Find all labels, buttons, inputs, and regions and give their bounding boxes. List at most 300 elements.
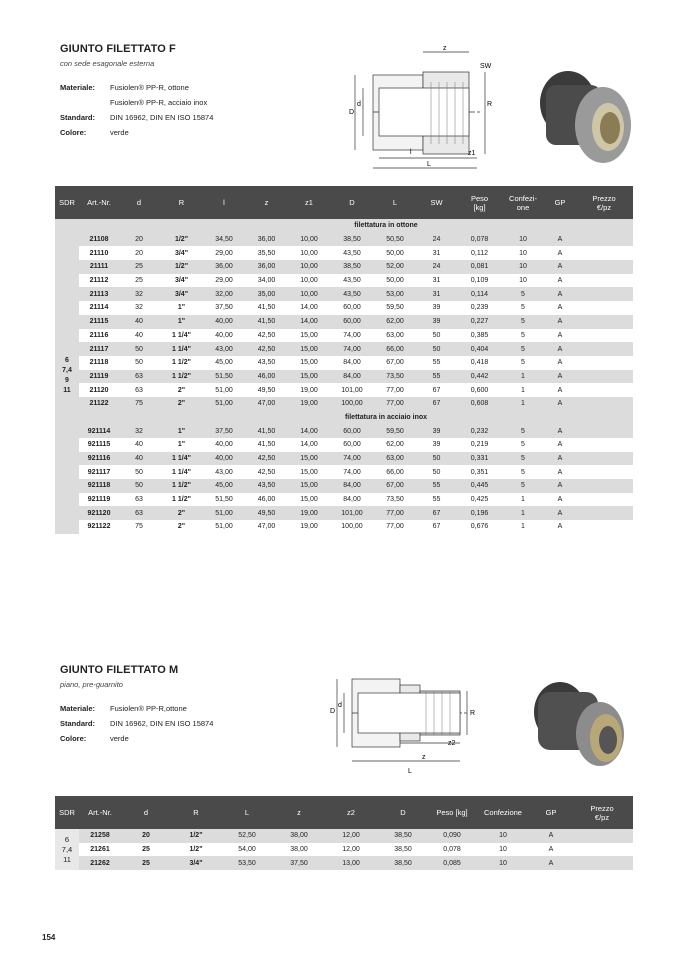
table-cell: 50,00	[386, 249, 404, 257]
table-cell: 21261	[90, 846, 110, 854]
table-cell: 63,00	[375, 452, 415, 466]
column-header: z2	[325, 796, 377, 829]
table-cell: 15,00	[289, 479, 329, 493]
table-cell: 29,00	[215, 277, 233, 285]
table-cell: 101,00	[341, 386, 363, 394]
table-cell: A	[545, 479, 575, 493]
table-cell: A	[545, 260, 575, 274]
column-header: SW	[415, 186, 458, 219]
price-cell	[575, 356, 633, 370]
table-cell: 0,600	[470, 386, 489, 394]
table-cell: 21111	[79, 260, 119, 274]
column-header: Confezione	[475, 796, 531, 829]
table-row	[55, 843, 633, 857]
table-cell: 10,00	[289, 260, 329, 274]
table-cell: 921122	[87, 523, 111, 531]
table-cell: 41,50	[257, 441, 276, 449]
table-cell: 54,00	[238, 846, 256, 854]
table-cell: 38,50	[329, 233, 375, 247]
table-cell: 921115	[87, 441, 111, 449]
table-cell: 63	[135, 386, 143, 394]
table-cell: A	[531, 829, 571, 843]
table-cell: A	[557, 441, 563, 449]
table-cell: 5	[501, 452, 545, 466]
table-cell: 32	[135, 304, 143, 312]
spec-label: Materiale:	[60, 704, 96, 713]
spec-label: Colore:	[60, 128, 87, 137]
table-cell: 21108	[79, 233, 119, 247]
table-cell: 55	[415, 479, 458, 493]
table-cell: 1/2"	[171, 829, 221, 843]
table-row	[55, 342, 633, 356]
price-cell	[575, 465, 633, 479]
table-cell: 38,50	[377, 829, 429, 843]
table-cell: A	[545, 424, 575, 438]
spec-value: DIN 16962, DIN EN ISO 15874	[110, 113, 214, 122]
table-cell: 31	[432, 277, 441, 285]
spec-label: Colore:	[60, 734, 87, 743]
table-cell: 43,50	[329, 287, 375, 301]
table-cell: 43,00	[215, 468, 233, 476]
table-cell: 51,00	[204, 397, 244, 411]
table-cell: 63	[119, 506, 159, 520]
table-cell: 41,50	[244, 315, 289, 329]
price-cell	[575, 438, 633, 452]
table-row	[55, 260, 633, 274]
table-cell: 59,50	[386, 304, 404, 312]
table-cell: 53,50	[221, 856, 273, 870]
table-row	[55, 479, 633, 493]
section2-title: GIUNTO FILETTATO M	[60, 664, 179, 676]
table-cell: 2"	[159, 506, 204, 520]
table-cell: 921117	[87, 468, 111, 476]
table-cell: 0,232	[458, 424, 501, 438]
table-cell: 67	[415, 506, 458, 520]
table-row	[55, 424, 633, 438]
column-header: R	[159, 186, 204, 219]
table-cell: A	[557, 386, 563, 394]
table-cell: 15,00	[300, 359, 318, 367]
table-cell: 2"	[177, 386, 186, 394]
table-cell: 0,385	[470, 331, 489, 339]
table-cell: 38,00	[273, 829, 325, 843]
table-cell: 0,078	[443, 846, 461, 854]
table-cell: 10	[519, 277, 527, 285]
table-cell: 62,00	[375, 315, 415, 329]
table-cell: 31	[432, 249, 441, 257]
group-header-row	[55, 411, 633, 425]
table-cell: 0,676	[470, 523, 489, 531]
table-cell: 37,50	[204, 424, 244, 438]
table-cell: 21115	[79, 315, 119, 329]
column-header: Art.-Nr.	[79, 796, 121, 829]
table-cell: 40	[119, 315, 159, 329]
table-cell: 1"	[177, 304, 186, 312]
table-cell: 10	[519, 249, 527, 257]
table-cell: 1 1/4"	[172, 331, 191, 339]
table-cell: A	[545, 452, 575, 466]
table-cell: 41,50	[244, 424, 289, 438]
table-cell: 43,50	[257, 359, 276, 367]
spec-row	[60, 701, 213, 716]
table-cell: 39	[432, 441, 441, 449]
table-cell: 43,00	[204, 342, 244, 356]
spec-value: Fusiolen® PP-R,ottone	[110, 704, 187, 713]
table-cell: 3/4"	[174, 277, 189, 285]
price-cell	[575, 315, 633, 329]
table-cell: 14,00	[289, 315, 329, 329]
table-cell: 3/4"	[174, 249, 189, 257]
table-cell: 20	[121, 829, 171, 843]
table-cell: 34,50	[204, 233, 244, 247]
dim-R-label: R	[487, 101, 493, 108]
table-row	[55, 493, 633, 507]
table-cell: 60,00	[343, 304, 361, 312]
table-cell: 60,00	[343, 441, 361, 449]
table-cell: 74,00	[343, 331, 361, 339]
table-cell: 77,00	[386, 523, 404, 531]
table-row	[55, 315, 633, 329]
table-row	[55, 287, 633, 301]
spec-row	[60, 125, 213, 140]
table-cell: 35,50	[257, 249, 276, 257]
table-cell: 50	[432, 331, 441, 339]
table-cell: 38,50	[329, 260, 375, 274]
table-cell: 74,00	[329, 452, 375, 466]
column-header: z	[244, 186, 289, 219]
table-cell: 50	[119, 342, 159, 356]
dim-L-label: L	[427, 161, 431, 168]
table-cell: 47,00	[257, 523, 276, 531]
table-cell: 59,50	[375, 424, 415, 438]
price-cell	[575, 424, 633, 438]
section1-title: GIUNTO FILETTATO F	[60, 43, 176, 55]
table-cell: 32	[119, 424, 159, 438]
table-cell: 50	[119, 479, 159, 493]
table-cell: 50	[135, 359, 143, 367]
table-cell: 21258	[79, 829, 121, 843]
table-cell: 20	[135, 249, 143, 257]
table-cell: 0,425	[470, 496, 489, 504]
table-row	[55, 383, 633, 397]
table-cell: 32,00	[204, 287, 244, 301]
group-label: filettatura in acciaio inox	[79, 411, 633, 425]
table-cell: 921116	[79, 452, 119, 466]
table-cell: 14,00	[300, 304, 318, 312]
table-cell: 10,00	[300, 277, 318, 285]
table-cell: 37,50	[273, 856, 325, 870]
table-cell: 5	[521, 331, 525, 339]
spec-value: DIN 16962, DIN EN ISO 15874	[110, 719, 214, 728]
table-cell: 15,00	[289, 342, 329, 356]
table-cell: 40,00	[215, 441, 233, 449]
table-cell: 40,00	[204, 315, 244, 329]
table-cell: 21113	[79, 287, 119, 301]
table-cell: 25	[135, 277, 143, 285]
table-cell: A	[545, 397, 575, 411]
table-cell: 0,239	[470, 304, 489, 312]
section1-product-image	[528, 55, 633, 170]
table-cell: 50	[415, 342, 458, 356]
section2-table	[55, 796, 633, 870]
table-cell: 0,442	[458, 370, 501, 384]
dim-z1-label: z1	[468, 150, 476, 157]
table-cell: 74,00	[343, 468, 361, 476]
table-cell: 63	[119, 370, 159, 384]
table-cell: 21118	[89, 359, 109, 367]
spec-row	[60, 80, 213, 95]
price-cell	[575, 233, 633, 247]
table-cell: 21120	[89, 386, 109, 394]
table-cell: 36,00	[244, 260, 289, 274]
table-cell: 19,00	[300, 386, 318, 394]
table-cell: 31	[415, 287, 458, 301]
dim-D-label: D	[349, 109, 355, 116]
table-cell: 1	[501, 397, 545, 411]
column-header: Prezzo €/pz	[575, 186, 633, 219]
table-cell: 100,00	[341, 523, 363, 531]
table-cell: 100,00	[329, 397, 375, 411]
section2-subtitle: piano, pre-guarnito	[60, 680, 123, 689]
spec-label: Materiale:	[60, 83, 96, 92]
table-cell: 0,078	[458, 233, 501, 247]
price-cell	[575, 260, 633, 274]
table-cell: 40	[135, 441, 143, 449]
table-cell: 60,00	[329, 315, 375, 329]
column-header: d	[121, 796, 171, 829]
price-cell	[575, 479, 633, 493]
table-cell: A	[545, 315, 575, 329]
table-cell: 1 1/2"	[172, 359, 191, 367]
column-header: Art.-Nr.	[79, 186, 119, 219]
table-cell: 67	[432, 523, 441, 531]
price-cell	[571, 829, 633, 843]
table-cell: 5	[521, 468, 525, 476]
table-cell: 5	[501, 287, 545, 301]
table-cell: 38,50	[377, 856, 429, 870]
table-cell: 1"	[159, 315, 204, 329]
dim-z-label: z	[443, 45, 447, 52]
table-cell: 66,00	[375, 342, 415, 356]
table-cell: A	[557, 468, 563, 476]
column-header: z	[273, 796, 325, 829]
table-cell: 0,418	[470, 359, 489, 367]
sdr-cell: 6 7,4 11	[55, 829, 79, 870]
table-cell: 12,00	[325, 829, 377, 843]
table-cell: 0,227	[458, 315, 501, 329]
table-cell: 51,50	[215, 496, 233, 504]
table-cell: 2"	[159, 397, 204, 411]
table-cell: 41,50	[257, 304, 276, 312]
table-cell: 38,50	[394, 846, 412, 854]
table-cell: 42,50	[257, 468, 276, 476]
table-cell: 39	[415, 424, 458, 438]
table-cell: 40,00	[215, 331, 233, 339]
table-cell: 10,00	[289, 287, 329, 301]
table-cell: 5	[501, 424, 545, 438]
table-row	[55, 506, 633, 520]
table-cell: 0,351	[470, 468, 489, 476]
table-cell: 67,00	[375, 479, 415, 493]
table-cell: 1	[521, 496, 525, 504]
table-cell: 5	[521, 304, 525, 312]
column-header: SDR	[55, 796, 79, 829]
table-cell: 1	[501, 370, 545, 384]
column-header: D	[329, 186, 375, 219]
table-cell: 5	[521, 441, 525, 449]
table-cell: 40	[135, 331, 143, 339]
table-row	[55, 452, 633, 466]
column-header: Prezzo €/pz	[571, 796, 633, 829]
table-cell: A	[531, 856, 571, 870]
price-cell	[575, 520, 633, 534]
dim-sw-label: SW	[480, 63, 492, 70]
table-cell: 10,00	[289, 233, 329, 247]
table-cell: 47,00	[244, 397, 289, 411]
table-row	[55, 301, 633, 315]
table-cell: 1	[521, 523, 525, 531]
table-cell: 10	[475, 856, 531, 870]
table-cell: 73,50	[386, 496, 404, 504]
table-cell: 45,00	[215, 359, 233, 367]
section2-product-image	[518, 668, 633, 778]
table-cell: A	[545, 233, 575, 247]
table-cell: 55	[432, 359, 441, 367]
column-header: L	[375, 186, 415, 219]
price-cell	[575, 383, 633, 397]
table-cell: 84,00	[343, 359, 361, 367]
table-cell: 40	[119, 452, 159, 466]
dim-z2-label: z2	[448, 740, 456, 747]
table-cell: 5	[501, 342, 545, 356]
table-cell: 0,196	[458, 506, 501, 520]
table-cell: 0,112	[471, 249, 488, 257]
section1-specs	[60, 80, 213, 140]
table-cell: 1 1/4"	[159, 342, 204, 356]
table-cell: 10	[501, 233, 545, 247]
table-cell: 19,00	[289, 397, 329, 411]
price-cell	[575, 342, 633, 356]
table-cell: 0,404	[458, 342, 501, 356]
table-row	[55, 829, 633, 843]
table-cell: 67	[432, 386, 441, 394]
table-cell: 1 1/2"	[159, 370, 204, 384]
table-cell: 62,00	[386, 441, 404, 449]
table-cell: 34,00	[257, 277, 276, 285]
table-cell: 42,50	[257, 331, 276, 339]
table-cell: 14,00	[289, 424, 329, 438]
table-cell: 0,331	[458, 452, 501, 466]
table-cell: 67,00	[386, 359, 404, 367]
table-cell: 13,00	[325, 856, 377, 870]
table-cell: A	[545, 506, 575, 520]
table-cell: 84,00	[329, 370, 375, 384]
table-cell: 10	[501, 260, 545, 274]
table-cell: 43,50	[244, 479, 289, 493]
table-cell: 3/4"	[171, 856, 221, 870]
column-header: SDR	[55, 186, 79, 219]
column-header: L	[221, 796, 273, 829]
table-cell: 35,00	[244, 287, 289, 301]
spec-label: Standard:	[60, 113, 96, 122]
spec-row	[60, 95, 213, 110]
table-cell: 1 1/2"	[172, 496, 191, 504]
section1-subtitle: con sede esagonale esterna	[60, 59, 155, 68]
table-cell: A	[557, 304, 563, 312]
table-cell: 10	[475, 829, 531, 843]
group-label: filettatura in ottone	[79, 219, 633, 233]
table-cell: A	[545, 287, 575, 301]
table-cell: 10	[499, 846, 507, 854]
table-cell: 5	[501, 479, 545, 493]
table-cell: 3/4"	[159, 287, 204, 301]
table-cell: 0,081	[458, 260, 501, 274]
table-row	[55, 329, 633, 343]
table-cell: 38,00	[290, 846, 308, 854]
spec-row	[60, 731, 213, 746]
table-cell: 77,00	[386, 386, 404, 394]
price-cell	[575, 301, 633, 315]
table-cell: 15,00	[289, 370, 329, 384]
price-cell	[571, 856, 633, 870]
price-cell	[571, 843, 633, 857]
table-cell: 5	[521, 359, 525, 367]
column-header: Peso [kg]	[458, 186, 501, 219]
table-cell: 1"	[159, 424, 204, 438]
table-cell: 0,445	[458, 479, 501, 493]
column-header: d	[119, 186, 159, 219]
table-cell: 42,50	[244, 342, 289, 356]
dim-L-label: L	[408, 768, 412, 775]
table-cell: 55	[415, 370, 458, 384]
table-cell: A	[545, 342, 575, 356]
table-cell: A	[557, 277, 563, 285]
section2-technical-drawing	[322, 665, 492, 777]
table-cell: 32	[119, 287, 159, 301]
table-cell: 21110	[89, 249, 109, 257]
table-cell: 74,00	[329, 342, 375, 356]
spec-value: Fusiolen® PP-R, acciaio inox	[110, 98, 208, 107]
column-header: l	[204, 186, 244, 219]
table-cell: 25	[121, 856, 171, 870]
table-cell: A	[557, 249, 563, 257]
table-cell: 1 1/4"	[172, 468, 191, 476]
table-cell: 63,00	[386, 331, 404, 339]
table-cell: 73,50	[375, 370, 415, 384]
table-cell: 67	[415, 397, 458, 411]
spec-row	[60, 716, 213, 731]
table-cell: 0,109	[470, 277, 489, 285]
page-number: 154	[42, 933, 56, 942]
table-cell: 52,50	[221, 829, 273, 843]
table-cell: 52,00	[375, 260, 415, 274]
table-cell: 37,50	[215, 304, 233, 312]
table-cell: 46,00	[257, 496, 276, 504]
table-cell: 25	[119, 260, 159, 274]
table-cell: 15,00	[300, 331, 318, 339]
table-cell: A	[557, 331, 563, 339]
table-cell: 60,00	[329, 424, 375, 438]
table-cell: 1/2"	[189, 846, 203, 854]
price-cell	[575, 274, 633, 288]
spec-value: verde	[110, 734, 129, 743]
dim-z-label: z	[422, 754, 426, 761]
table-cell: 75	[119, 397, 159, 411]
price-cell	[575, 329, 633, 343]
table-cell: A	[557, 359, 563, 367]
table-cell: 0,090	[429, 829, 475, 843]
column-header: z1	[289, 186, 329, 219]
